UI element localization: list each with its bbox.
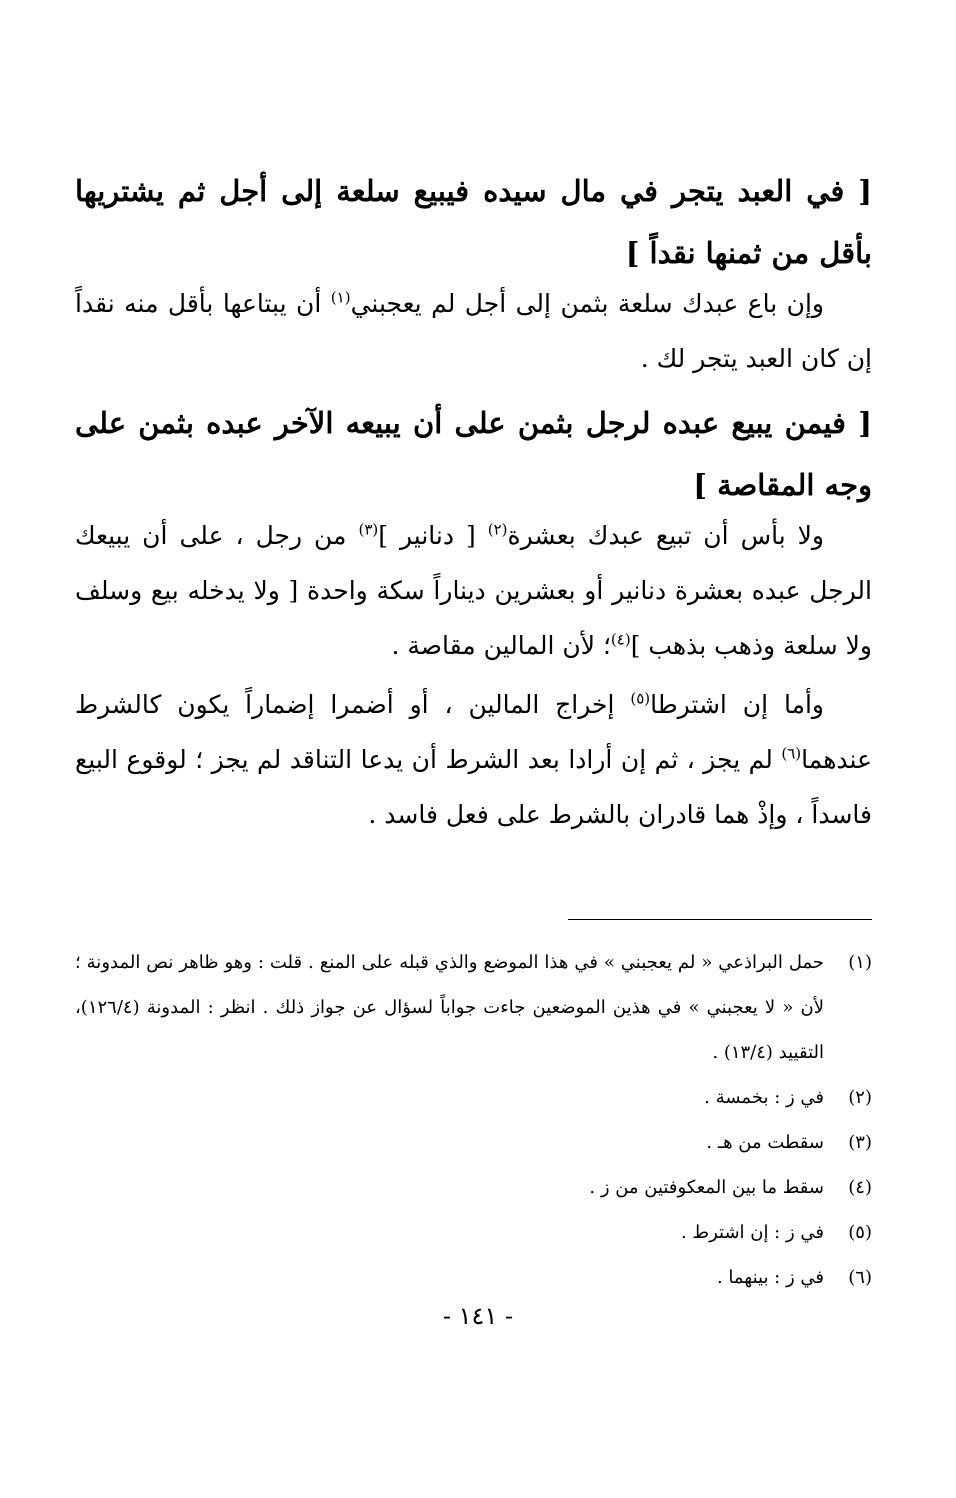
- footnote-text: في ز : بينهما .: [716, 1267, 824, 1288]
- footnote-text: سقطت من هـ .: [706, 1132, 824, 1153]
- paragraph: وإن باع عبدك سلعة بثمن إلى أجل لم يعجبني$^{(١)}$ أن يبتاعها بأقل منه نقداً إن كان العبد يتجر لك .: [75, 288, 872, 373]
- footnote-text: سقط ما بين المعكوفتين من ز .: [589, 1177, 824, 1198]
- paragraph: ولا بأس أن تبيع عبدك بعشرة$^{(٢)}$ [ دنانير ]$^{(٣)}$ من رجل ، على أن يبيعك الرجل عبده بعشرة دنانير أو بعشرين ديناراً سكة واحدة [ ولا يدخله بيع وسلف ولا سلعة وذهب بذهب ]$^{(٤)}$؛ لأن المالين مقاصة .: [75, 520, 872, 660]
- footnote: [75, 940, 872, 1075]
- section-1-body: [75, 276, 872, 386]
- footnote-number: (٦): [848, 1267, 872, 1288]
- section-2: [75, 392, 872, 516]
- footnotes: [75, 940, 872, 1300]
- footnote-ref: (٣): [358, 520, 379, 539]
- footnote-ref: (١): [330, 288, 351, 307]
- footnote-ref: (٢): [487, 520, 508, 539]
- footnote-number: (١): [848, 952, 872, 973]
- page-number: - ١٤١ -: [442, 1302, 514, 1330]
- footnote-ref: (٥): [630, 689, 651, 708]
- footnote-number: (٢): [848, 1087, 872, 1108]
- footnote-text: في ز : بخمسة .: [704, 1087, 824, 1108]
- footnote-text: في ز : إن اشترط .: [680, 1222, 824, 1243]
- footnote-number: (٤): [848, 1177, 872, 1198]
- footnote-number: (٣): [848, 1132, 872, 1153]
- footnote-text: حمل البراذعي « لم يعجبني » في هذا الموضع والذي قبله على المنع . قلت : وهو ظاهر نص المدونة ؛ لأن « لا يعجبني » في هذين الموضعين جاءت جواباً لسؤال عن جواز ذلك . انظر : المدونة (١٢٦/٤)، التقييد (١٣/٤) .: [75, 952, 824, 1063]
- footnote: [75, 1210, 872, 1255]
- footnote-number: (٥): [848, 1222, 872, 1243]
- footnote-ref: (٦): [781, 744, 802, 763]
- paragraph: وأما إن اشترطا$^{(٥)}$ إخراج المالين ، أو أضمرا إضماراً يكون كالشرط عندهما$^{(٦)}$ لم يجز ، ثم إن أرادا بعد الشرط أن يدعا التناقد لم يجز ؛ لوقوع البيع فاسداً ، وإذْ هما قادران بالشرط على فعل فاسد .: [75, 689, 872, 829]
- footnote-ref: (٤): [610, 630, 631, 649]
- section-2-body: [75, 508, 872, 842]
- footnote: [75, 1165, 872, 1210]
- footnote-separator: [568, 919, 872, 920]
- section-heading: [ فيمن يبيع عبده لرجل بثمن على أن يبيعه الآخر عبده بثمن على وجه المقاصة ]: [75, 406, 872, 502]
- footnote: [75, 1255, 872, 1300]
- section-heading: [ في العبد يتجر في مال سيده فيبيع سلعة إلى أجل ثم يشتريها بأقل من ثمنها نقداً ]: [75, 174, 872, 270]
- footnote: [75, 1075, 872, 1120]
- section-1: [75, 160, 872, 284]
- footnote: [75, 1120, 872, 1165]
